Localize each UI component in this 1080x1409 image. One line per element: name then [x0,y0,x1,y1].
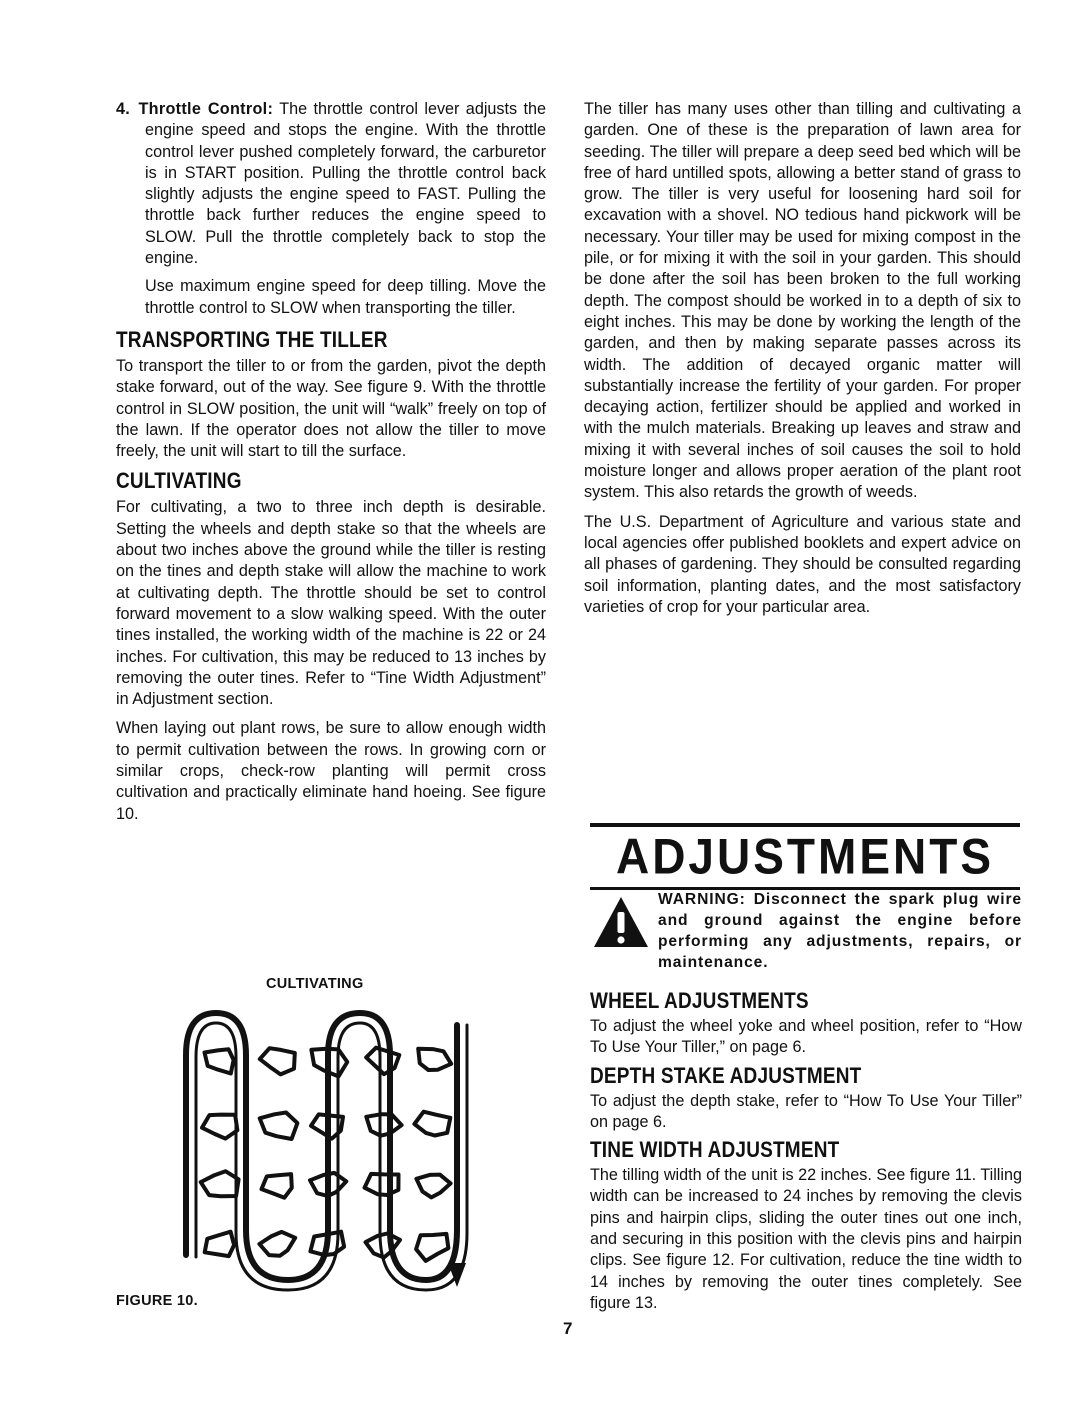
adjustment-sections [590,989,1022,1322]
figure-path-line [196,1023,467,1290]
soil-clod [205,1232,234,1256]
soil-clod [201,1171,239,1196]
soil-clod [259,1232,295,1256]
soil-clod [260,1048,295,1074]
warning-text: WARNING: Disconnect the spark plug wire and ground against the engine before performing any adjustments, repairs, or maintenance. [658,891,1022,971]
left-column [116,99,546,833]
cultivating-text-1: For cultivating, a two to three inch depth is desirable. Setting the wheels and depth stake so that the wheels are about two inches above the ground while the tiller is resting on the tines and depth stake will allow the machine to work at cultivating depth. The throttle should be set to control forward movement to a slow walking speed. With the outer tines installed, the working width of the machine is 22 or 24 inches. For cultivation, this may be reduced to 13 inches by removing the outer tines. Refer to “Tine Width Adjustment” in Adjustment section. [116,498,546,709]
cultivating-text-2: When laying out plant rows, be sure to allow enough width to permit cultivation between the rows. In growing corn or similar crops, check-row planting will permit cross cultivation and practically eliminate hand hoeing. See figure 10. [116,719,546,823]
figure-path-line [186,1013,457,1280]
tiller-uses-text: The tiller has many uses other than tilling and cultivating a garden. One of these is the preparation of lawn area for seeding. The tiller will prepare a deep seed bed which will be free of hard untilled spots, allowing a better stand of grass to grow. The tiller is very useful for loosening hard soil for excavation with a shovel. NO tedious hand pickwork will be necessary. Your tiller may be used for mixing compost in the pile, or for mixing it with the soil in your garden. This should be done after the soil has been broken to the full working depth. The compost should be worked in to a depth of six to eight inches. This may be done by working the length of the garden, and then by making separate passes across its width. The addition of decayed organic matter will substantially increase the fertility of your garden. For proper decaying action, fertilizer should be applied and worked in with the mulch materials. Breaking up leaves and straw and mixing it with several inches of soil causes the soil to hold moisture longer and allows proper aeration of the plant root system. This also retards the growth of weeds. [584,100,1021,502]
soil-clod [418,1049,451,1070]
soil-clod [205,1049,234,1073]
tine-width-text: The tilling width of the unit is 22 inches. See figure 11. Tilling width can be increased to 24 inches by removing the clevis pins and hairpin clips, sliding the outer tines out one inch, and securing in this position with the clevis pins and hairpin clips. See figure 12. For cultivation, reduce the tine width to 14 inches by removing the outer tines completely. See figure 13. [590,1166,1022,1312]
throttle-control-heading: 4. Throttle Control: [116,100,274,118]
usda-text: The U.S. Department of Agriculture and various state and local agencies offer published booklets and expert advice on all phases of gardening. They should be consulted regarding soil information, planting dates, and the most satisfactory varieties of crop for your particular area. [584,512,1021,616]
adjustments-title: ADJUSTMENTS [615,827,995,885]
adjustments-banner [590,823,1020,890]
depth-stake-text: To adjust the depth stake, refer to “How To Use Your Tiller” on page 6. [590,1091,1022,1131]
soil-clod [414,1112,450,1136]
soil-clod [416,1234,448,1261]
soil-clod [202,1115,237,1139]
transporting-text: To transport the tiller to or from the garden, pivot the depth stake forward, out of the way. See figure 9. With the throttle control in SLOW position, the unit will “walk” freely on top of the lawn. If the operator does not allow the tiller to move freely, the unit will start to till the surface. [116,356,546,461]
tine-width-heading: TINE WIDTH ADJUSTMENT [590,1138,840,1164]
wheel-adjustments-heading: WHEEL ADJUSTMENTS [590,989,809,1014]
throttle-note: Use maximum engine speed for deep tilling. Move the throttle control to SLOW when transporting the tiller. [145,277,546,317]
soil-clod [366,1114,401,1135]
right-column [584,99,1021,626]
warning-box [592,889,1022,973]
soil-clod [260,1113,298,1140]
cultivating-heading: CULTIVATING [116,469,242,495]
warning-triangle-icon [592,895,650,949]
soil-clod [416,1175,450,1198]
throttle-control-text: The throttle control lever adjusts the engine speed and stops the engine. With the throttle control lever pushed completely forward, the carburetor is in START position. Pulling the throttle control back slightly adjusts the engine speed to FAST. Pulling the throttle back further reduces the engine speed to SLOW. Pull the throttle completely back to stop the engine. [145,100,546,268]
soil-clod [366,1048,399,1075]
transporting-heading: TRANSPORTING THE TILLER [116,328,388,353]
soil-clod [262,1174,292,1198]
depth-stake-heading: DEPTH STAKE ADJUSTMENT [590,1063,862,1089]
figure-caption: FIGURE 10. [116,1293,198,1309]
throttle-control-item [116,99,546,269]
cultivating-figure [178,995,488,1300]
page-number: 7 [563,1319,573,1338]
wheel-adjustments-text: To adjust the wheel yoke and wheel position, refer to “How To Use Your Tiller,” on page 6. [590,1017,1022,1057]
figure-title: CULTIVATING [266,976,364,992]
rule-top [590,823,1020,827]
